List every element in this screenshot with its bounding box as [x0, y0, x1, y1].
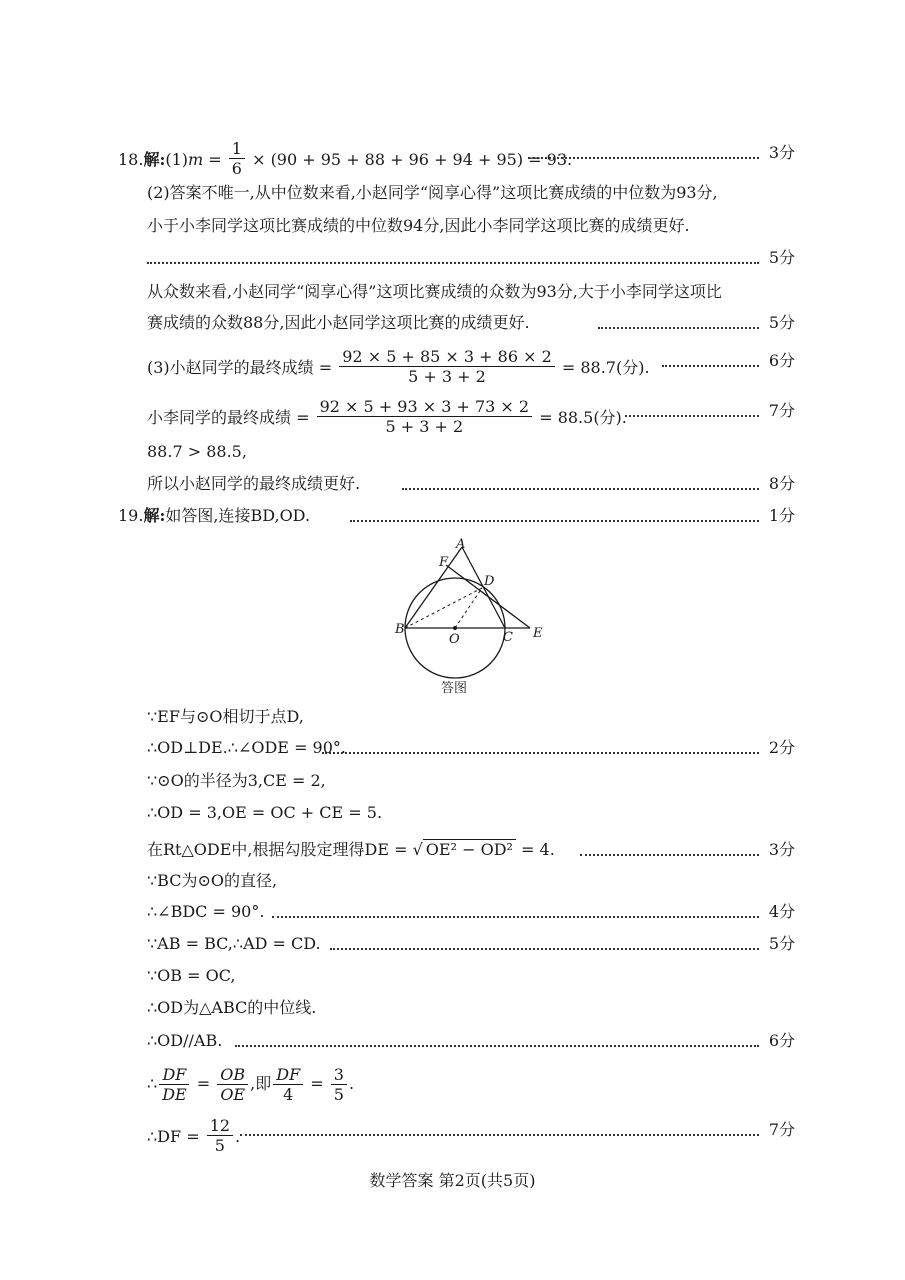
q18-p3b-num: 92 × 5 + 93 × 3 + 73 × 2	[317, 397, 533, 417]
q18-p2-line4-dots	[598, 327, 759, 329]
q18-p1-eq: =	[203, 150, 227, 169]
q19-intro-row	[0, 504, 905, 528]
q19-step2: ∴OD⊥DE.∴∠ODE = 90°.	[147, 738, 346, 757]
q18-conclusion-score: 8分	[768, 474, 795, 493]
q18-p3-row	[0, 347, 905, 386]
q19-step13-text	[147, 1118, 240, 1157]
line-bd-dashed	[405, 588, 482, 628]
q18-p3-result: = 88.7(分).	[556, 358, 650, 377]
q19-step12-mid: ,即	[250, 1074, 272, 1093]
q18-p1-frac-num: 1	[229, 139, 245, 159]
label-e: E	[533, 626, 543, 641]
q19-step4: ∴OD = 3,OE = OC + CE = 5.	[147, 803, 383, 822]
q19-intro-dots	[350, 520, 759, 522]
q18-p1-m: m	[188, 150, 204, 169]
frac1-den: DE	[162, 1085, 187, 1104]
q19-step12-eq2: =	[305, 1074, 329, 1093]
q18-p3b-score: 7分	[768, 401, 795, 420]
q19-step8-dots	[330, 948, 759, 950]
q18-p1-leader-dots	[528, 157, 759, 159]
q19-step11-row	[0, 1029, 905, 1053]
q18-p3b-fraction	[317, 397, 533, 436]
q18-p3-text	[147, 349, 650, 388]
q18-p3-num: 92 × 5 + 85 × 3 + 86 × 2	[339, 347, 555, 367]
q18-p2-score1: 5分	[768, 248, 795, 267]
q19-step2-row	[0, 736, 905, 760]
q19-intro-score: 1分	[768, 506, 795, 525]
line-ba	[405, 547, 462, 628]
frac4-num: 3	[331, 1065, 347, 1085]
step13-num: 12	[207, 1116, 233, 1136]
q19-step12-pre: ∴	[147, 1074, 158, 1093]
frac2-den: OE	[220, 1085, 246, 1104]
frac1-num: DF	[159, 1065, 189, 1085]
q19-step12	[147, 1064, 354, 1104]
q19-step11-score: 6分	[768, 1031, 795, 1050]
q18-p3b-leader-dots	[625, 415, 759, 417]
q19-intro-text	[118, 504, 310, 528]
q18-p3b-text	[147, 399, 627, 438]
q18-p3-leader-dots	[662, 365, 759, 367]
q19-step13-frac	[207, 1116, 233, 1155]
label-d: D	[484, 574, 495, 589]
q19-step5-post: = 4.	[515, 840, 555, 859]
q19-step8: ∵AB = BC,∴AD = CD.	[147, 934, 321, 953]
q19-intro: 如答图,连接BD,OD.	[165, 506, 311, 525]
q19-step12-frac3	[273, 1065, 303, 1104]
q18-part1-text	[118, 141, 572, 180]
q18-p1-frac-den: 6	[231, 159, 242, 178]
q18-p2-score2: 5分	[768, 313, 795, 332]
frac4-den: 5	[333, 1085, 344, 1104]
q19-step13-end: .	[235, 1127, 241, 1146]
q19-step6: ∵BC为⊙O的直径,	[147, 871, 278, 890]
q18-jie-label: 解:	[143, 150, 166, 169]
q19-step12-frac1	[159, 1065, 190, 1104]
q19-step7: ∴∠BDC = 90°.	[147, 902, 265, 921]
q18-p1-tail: × (90 + 95 + 88 + 96 + 94 + 95) = 93.	[246, 150, 573, 169]
q18-conclusion-row	[0, 472, 905, 496]
q18-conclusion-dots	[402, 488, 759, 490]
q19-jie-label: 解:	[143, 506, 166, 525]
label-c: C	[503, 630, 513, 645]
line-od-dashed	[455, 588, 482, 628]
figure-caption: 答图	[441, 681, 468, 696]
q19-step12-frac2	[217, 1065, 248, 1104]
frac3-num: DF	[273, 1065, 303, 1085]
label-o: O	[449, 632, 460, 647]
q19-step5-row	[0, 838, 905, 862]
q19-step13-pre: ∴DF =	[147, 1127, 205, 1146]
q18-p2-line1: (2)答案不唯一,从中位数来看,小赵同学“阅享心得”这项比赛成绩的中位数为93分,	[147, 183, 718, 202]
q19-geometry-figure	[0, 530, 905, 705]
page-footer: 数学答案 第2页(共5页)	[369, 1171, 536, 1190]
q19-step12-eq: =	[191, 1074, 216, 1093]
q19-step13-score: 7分	[768, 1120, 795, 1139]
q19-step2-score: 2分	[768, 738, 795, 757]
q18-p3b-result: = 88.5(分).	[534, 408, 627, 427]
q19-step5-dots	[580, 854, 759, 856]
label-a: A	[456, 537, 466, 552]
q19-step1: ∵EF与⊙O相切于点D,	[147, 707, 304, 726]
q19-step7-dots	[272, 916, 759, 918]
q19-step8-row	[0, 932, 905, 956]
q19-step11: ∴OD//AB.	[147, 1031, 223, 1050]
q19-step13-dots	[240, 1134, 759, 1136]
q18-p2-line3: 从众数来看,小赵同学“阅享心得”这项比赛成绩的众数为93分,大于小李同学这项比	[147, 282, 722, 301]
q19-step7-score: 4分	[768, 902, 795, 921]
label-b: B	[395, 622, 405, 637]
q18-p2-score-row	[0, 246, 905, 270]
q18-p1-score: 3分	[768, 143, 795, 162]
q19-step5-sqrt: OE² − OD²	[423, 839, 516, 860]
q19-step5-score: 3分	[768, 840, 795, 859]
q19-number: 19.	[118, 506, 144, 525]
q18-p2-leader-dots	[147, 262, 759, 264]
label-f: F	[439, 555, 449, 570]
q18-p3b-label: 小李同学的最终成绩 =	[147, 408, 315, 427]
q18-number: 18.	[118, 150, 144, 169]
q19-step12-end: .	[348, 1074, 355, 1093]
q18-p3-label: (3)小赵同学的最终成绩 =	[147, 358, 338, 377]
frac3-den: 4	[283, 1085, 294, 1104]
q18-comparison: 88.7 > 88.5,	[147, 442, 247, 461]
q18-p3b-den: 5 + 3 + 2	[385, 417, 464, 436]
q19-step2-dots	[322, 752, 759, 754]
q18-p1-prefix: (1)	[165, 150, 189, 169]
q19-step12-frac4	[331, 1065, 347, 1104]
q19-step5-text	[147, 838, 555, 862]
q19-step8-score: 5分	[768, 934, 795, 953]
q18-p2-line4-row	[0, 311, 905, 335]
q18-conclusion: 所以小赵同学的最终成绩更好.	[147, 474, 361, 493]
q19-step7-row	[0, 900, 905, 924]
q19-step10: ∴OD为△ABC的中位线.	[147, 998, 317, 1017]
q19-step13-row	[0, 1116, 905, 1155]
q18-p3-den: 5 + 3 + 2	[408, 367, 486, 386]
q18-p2-line2: 小于小李同学这项比赛成绩的中位数94分,因此小李同学这项比赛的成绩更好.	[147, 216, 690, 235]
q18-p1-fraction	[229, 139, 245, 178]
q18-p3-fraction	[339, 347, 555, 386]
q18-p2-line4: 赛成绩的众数88分,因此小赵同学这项比赛的成绩更好.	[147, 313, 530, 332]
q18-part1-row	[0, 139, 905, 178]
point-o	[453, 626, 457, 630]
frac2-num: OB	[217, 1065, 248, 1085]
q19-step5-pre: 在Rt△ODE中,根据勾股定理得DE =	[147, 840, 413, 859]
q18-p3-score: 6分	[768, 351, 795, 370]
sqrt-symbol: √	[412, 840, 423, 859]
q19-step9: ∵OB = OC,	[147, 966, 236, 985]
step13-den: 5	[214, 1136, 225, 1155]
q19-step3: ∵⊙O的半径为3,CE = 2,	[147, 771, 326, 790]
q19-step11-dots	[235, 1045, 759, 1047]
q18-p3b-row	[0, 397, 905, 436]
